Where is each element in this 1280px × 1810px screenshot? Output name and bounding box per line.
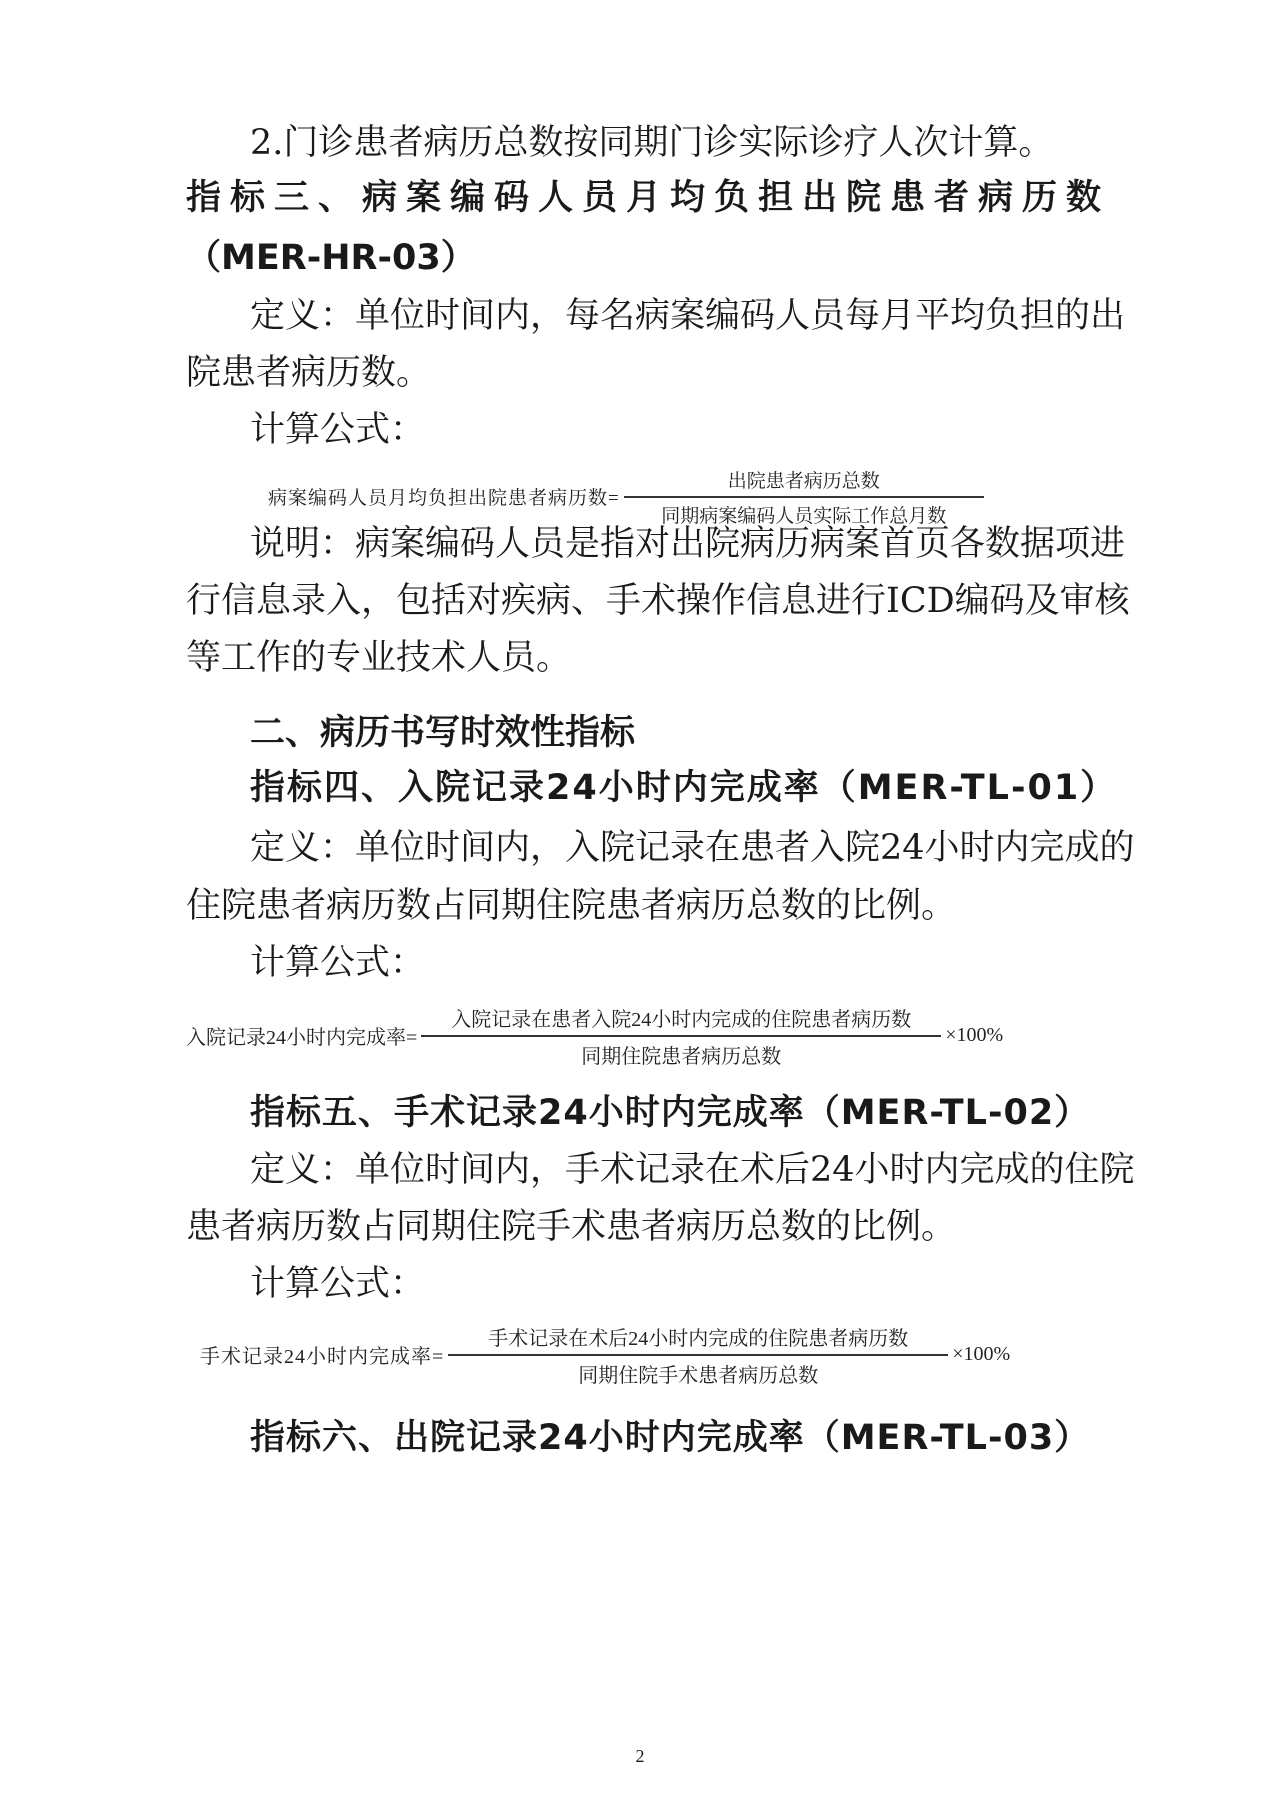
formula-fraction — [421, 1003, 941, 1069]
formula-fraction — [624, 466, 984, 528]
indicator-4-formula-label: 计算公式： — [250, 943, 426, 983]
formula-multiplier: ×100% — [945, 1024, 1004, 1047]
page-number: 2 — [635, 1746, 645, 1766]
formula-fraction — [448, 1322, 948, 1388]
indicator-3-code: （MER-HR-03） — [186, 238, 476, 278]
formula-lhs: 病案编码人员月均负担出院患者病历数= — [268, 488, 620, 510]
section-2-heading: 二、病历书写时效性指标 — [250, 713, 636, 753]
formula-denominator: 同期病案编码人员实际工作总月数 — [661, 505, 947, 527]
formula-denominator: 同期住院患者病历总数 — [581, 1045, 782, 1068]
indicator-3-note-line3: 等工作的专业技术人员。 — [186, 638, 572, 678]
indicator-4-definition-line1: 定义：单位时间内，入院记录在患者入院24小时内完成的 — [250, 828, 1135, 868]
indicator-3-definition-line2: 院患者病历数。 — [186, 353, 432, 393]
indicator-4-formula — [186, 1003, 1003, 1069]
indicator-5-formula — [200, 1322, 1010, 1388]
formula-numerator: 手术记录在术后24小时内完成的住院患者病历数 — [488, 1328, 909, 1350]
formula-lhs: 手术记录24小时内完成率= — [200, 1346, 445, 1369]
formula-multiplier: ×100% — [952, 1343, 1011, 1366]
indicator-3-note-line2: 行信息录入，包括对疾病、手术操作信息进行ICD编码及审核 — [186, 581, 1130, 621]
indicator-3-title: 指标三、病案编码人员月均负担出院患者病历数 — [186, 178, 1104, 218]
indicator-3-note-line1: 说明：病案编码人员是指对出院病历病案首页各数据项进 — [250, 524, 1126, 564]
formula-lhs: 入院记录24小时内完成率= — [186, 1027, 418, 1050]
indicator-6-title: 指标六、出院记录24小时内完成率（MER-TL-03） — [250, 1418, 1091, 1458]
indicator-3-formula-label: 计算公式： — [250, 410, 426, 450]
formula-numerator: 出院患者病历总数 — [727, 471, 880, 492]
indicator-4-definition-line2: 住院患者病历数占同期住院患者病历总数的比例。 — [186, 886, 957, 926]
formula-numerator: 入院记录在患者入院24小时内完成的住院患者病历数 — [451, 1009, 912, 1031]
indicator-3-definition-line1: 定义：单位时间内，每名病案编码人员每月平均负担的出 — [250, 296, 1126, 336]
indicator-5-definition-line2: 患者病历数占同期住院手术患者病历总数的比例。 — [186, 1207, 957, 1247]
indicator-5-definition-line1: 定义：单位时间内，手术记录在术后24小时内完成的住院 — [250, 1150, 1135, 1190]
paragraph-outpatient-count-note: 2.门诊患者病历总数按同期门诊实际诊疗人次计算。 — [250, 123, 1054, 163]
indicator-5-title: 指标五、手术记录24小时内完成率（MER-TL-02） — [250, 1093, 1091, 1133]
indicator-5-formula-label: 计算公式： — [250, 1264, 426, 1304]
formula-denominator: 同期住院手术患者病历总数 — [578, 1364, 819, 1387]
indicator-3-formula — [268, 466, 988, 528]
indicator-4-title: 指标四、入院记录24小时内完成率（MER-TL-01） — [250, 768, 1118, 808]
